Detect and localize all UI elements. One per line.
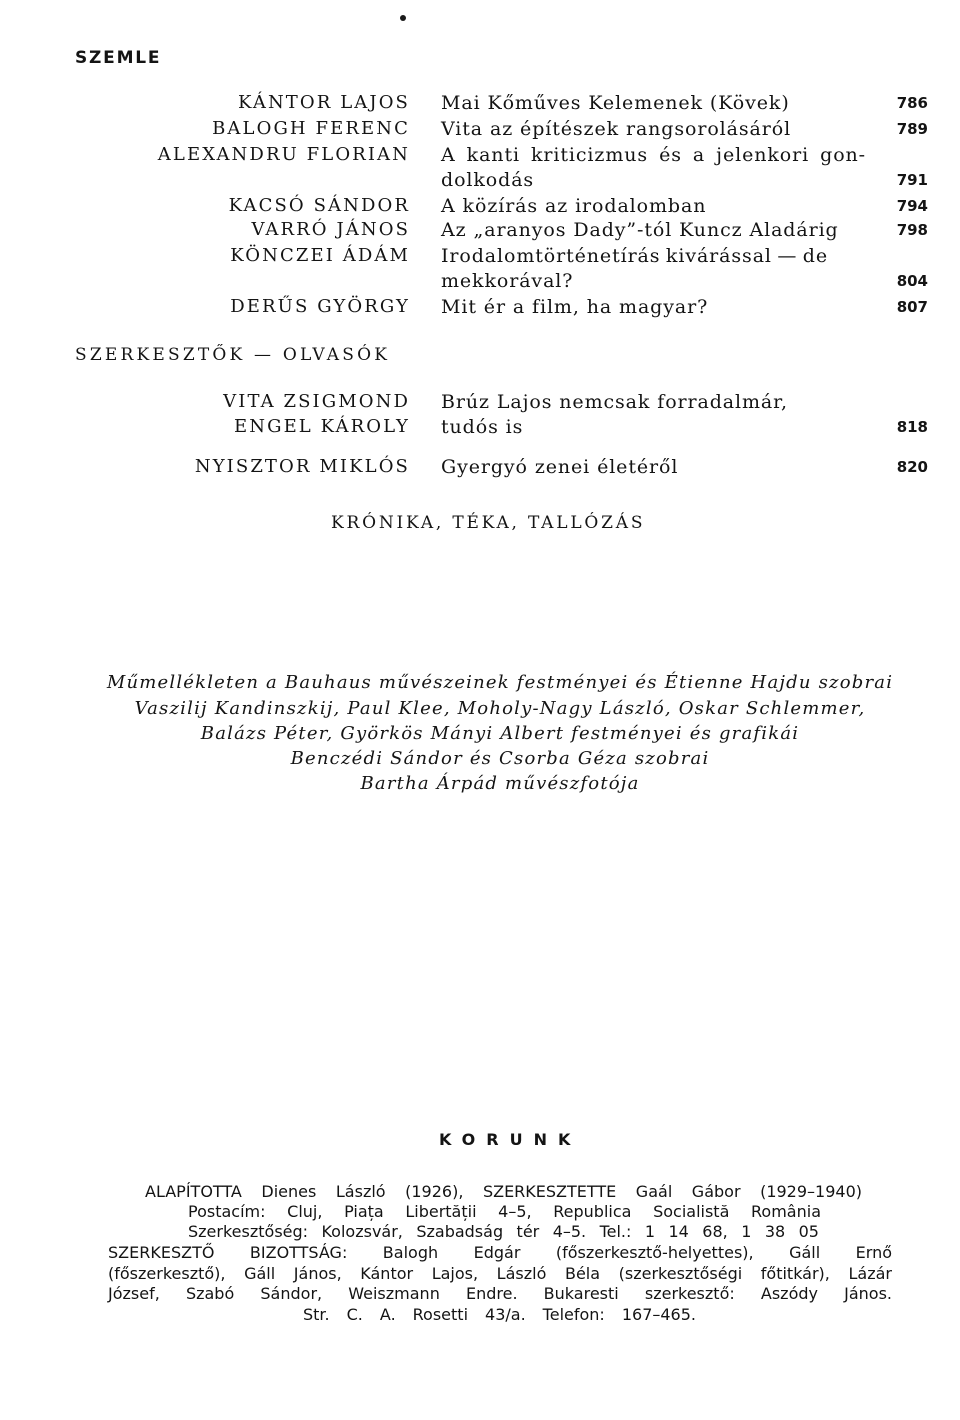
toc-author: NYISZTOR MIKLÓS <box>194 456 410 477</box>
toc-title: Az „aranyos Dady”-tól Kuncz Aladárig <box>441 219 839 241</box>
toc-author: KACSÓ SÁNDOR <box>228 195 410 216</box>
page-dot-mark <box>400 15 406 21</box>
toc-title-continuation: dolkodás <box>441 169 535 191</box>
credit-line: Vaszilij Kandinszkij, Paul Klee, Moholy-Nagy László, Oskar Schlemmer, <box>134 698 866 719</box>
imprint-line: Postacím: Cluj, Piața Libertății 4–5, Republica Socialistă România <box>188 1202 821 1221</box>
toc-page-number: 820 <box>896 458 928 476</box>
toc-title: A közírás az irodalomban <box>441 195 707 217</box>
toc-author: BALOGH FERENC <box>212 118 410 139</box>
toc-title-continuation: mekkorával? <box>441 270 574 292</box>
toc-title: Mai Kőműves Kelemenek (Kövek) <box>441 92 790 114</box>
toc-title-continuation: tudós is <box>441 416 524 438</box>
toc-title: Mit ér a film, ha magyar? <box>441 296 709 318</box>
toc-author: VITA ZSIGMOND <box>223 391 410 412</box>
toc-author: VARRÓ JÁNOS <box>251 219 410 240</box>
toc-page-number: 804 <box>896 272 928 290</box>
toc-title: Gyergyó zenei életéről <box>441 456 679 478</box>
credit-line: Balázs Péter, Györkös Mányi Albert festményei és grafikái <box>200 723 800 744</box>
section-heading-szemle: SZEMLE <box>75 48 162 68</box>
toc-page-number: 818 <box>896 418 928 436</box>
toc-page-number: 786 <box>896 94 928 112</box>
credit-line: Benczédi Sándor és Csorba Géza szobrai <box>290 748 710 769</box>
section-heading-szerkesztok-olvasok: SZERKESZTŐK — OLVASÓK <box>75 345 391 365</box>
imprint-line: ALAPÍTOTTA Dienes László (1926), SZERKESZTETTE Gaál Gábor (1929–1940) <box>145 1182 862 1201</box>
credit-line: Bartha Árpád művészfotója <box>360 773 640 794</box>
toc-title: A kanti kriticizmus és a jelenkori gon- <box>441 144 866 166</box>
imprint-line: József, Szabó Sándor, Weiszmann Endre. Bukaresti szerkesztő: Aszódy János. <box>108 1284 892 1303</box>
toc-title: Irodalomtörténetírás kivárással — de <box>441 245 828 267</box>
toc-title: Brúz Lajos nemcsak forradalmár, <box>441 391 788 413</box>
section-heading-kronika: KRÓNIKA, TÉKA, TALLÓZÁS <box>331 513 646 533</box>
toc-page-number: 791 <box>896 171 928 189</box>
toc-author: KÖNCZEI ÁDÁM <box>230 245 410 266</box>
toc-page-number: 798 <box>896 221 928 239</box>
toc-author: ENGEL KÁROLY <box>234 416 410 437</box>
toc-author: DERŰS GYÖRGY <box>230 296 410 317</box>
imprint-line: Szerkesztőség: Kolozsvár, Szabadság tér 4–5. Tel.: 1 14 68, 1 38 05 <box>188 1222 819 1241</box>
toc-author: KÁNTOR LAJOS <box>238 92 410 113</box>
toc-title: Vita az építészek rangsorolásáról <box>441 118 792 140</box>
toc-page-number: 807 <box>896 298 928 316</box>
imprint-line: SZERKESZTŐ BIZOTTSÁG: Balogh Edgár (főszerkesztő-helyettes), Gáll Ernő <box>108 1243 892 1262</box>
journal-title: KORUNK <box>439 1130 582 1149</box>
imprint-line: (főszerkesztő), Gáll János, Kántor Lajos, László Béla (szerkesztőségi főtitkár), Lázár <box>108 1264 892 1283</box>
credit-line: Műmellékleten a Bauhaus művészeinek festményei és Étienne Hajdu szobrai <box>106 672 894 693</box>
toc-author: ALEXANDRU FLORIAN <box>157 144 410 165</box>
imprint-line: Str. C. A. Rosetti 43/a. Telefon: 167–465. <box>303 1305 696 1324</box>
toc-page-number: 789 <box>896 120 928 138</box>
toc-page-number: 794 <box>896 197 928 215</box>
